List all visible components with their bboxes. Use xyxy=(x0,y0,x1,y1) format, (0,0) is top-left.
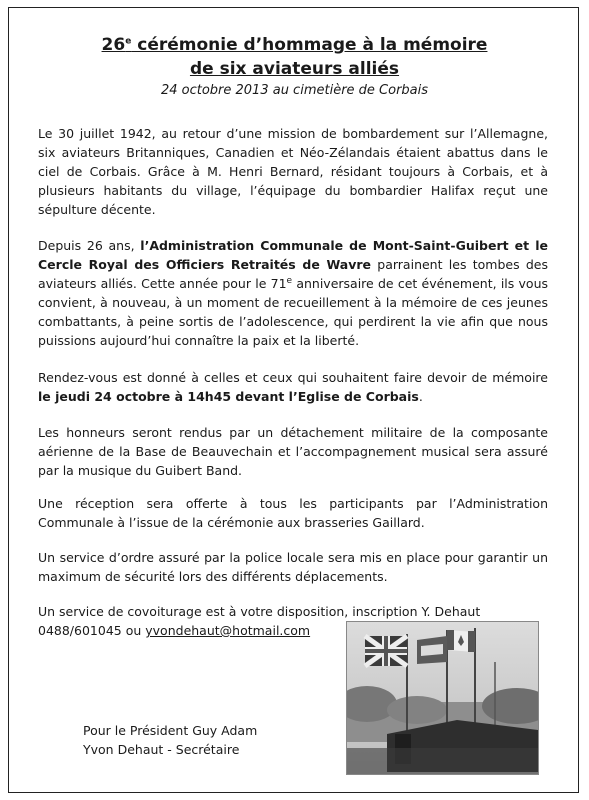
paragraph-meeting: Rendez-vous est donné à celles et ceux qui souhaitent faire devoir de mémoire le jeudi 24 octobre à 14h45 devant l’Eglise de Corbais. xyxy=(38,370,548,404)
memorial-photo xyxy=(346,621,539,775)
paragraph-sponsorship: Depuis 26 ans, l’Administration Communale de Mont-Saint-Guibert et le Cercle Royal des Officiers Retraités de Wavre parrainent les tombes des aviateurs alliés. Cette année pour le 71e anniversaire de cet événement, ils vous convient, à nouveau, à un moment de recueillement à la mémoire de ces jeunes combattants, à peine sortis de l’adolescence, qui perdirent la vie afin que nous puissions aujourd’hui connaître la paix et la liberté. xyxy=(38,238,548,348)
sponsors-highlight: l’Administration Communale de Mont-Saint-Guibert et le Cercle Royal des Officiers Retraités de Wavre xyxy=(38,238,548,272)
signature-president: Pour le Président Guy Adam xyxy=(83,723,258,738)
paragraph-carpool: Un service de covoiturage est à votre disposition, inscription Y. Dehaut 0488/601045 ou yvondehaut@hotmail.com xyxy=(38,604,481,638)
title-line-2: de six aviateurs alliés xyxy=(189,59,400,79)
paragraph-reception: Une réception sera offerte à tous les participants par l’Administration Communale à l’issue de la cérémonie aux brasseries Gaillard. xyxy=(38,496,548,530)
meeting-date-highlight: le jeudi 24 octobre à 14h45 devant l’Eglise de Corbais xyxy=(38,389,419,404)
paragraph-honours: Les honneurs seront rendus par un détachement militaire de la composante aérienne de la Base de Beauvechain et l’accompagnement musical sera assuré par la musique du Guibert Band. xyxy=(38,425,548,478)
subtitle: 24 octobre 2013 au cimetière de Corbais xyxy=(160,83,429,98)
paragraph-history: Le 30 juillet 1942, au retour d’une mission de bombardement sur l’Allemagne, six aviateurs Britanniques, Canadien et Néo-Zélandais étaient abattus dans le ciel de Corbais. Grâce à M. Henri Bernard, résidant toujours à Corbais, et à plusieurs habitants du village, l’équipage du bombardier Halifax reçut une sépulture décente. xyxy=(38,126,548,217)
paragraph-security: Un service d’ordre assuré par la police locale sera mis en place pour garantir un maximum de sécurité lors des différents déplacements. xyxy=(38,550,548,584)
title-line-1: 26e cérémonie d’hommage à la mémoire xyxy=(101,35,488,55)
signature-secretary: Yvon Dehaut - Secrétaire xyxy=(83,742,240,757)
email-link[interactable]: yvondehaut@hotmail.com xyxy=(145,623,311,638)
